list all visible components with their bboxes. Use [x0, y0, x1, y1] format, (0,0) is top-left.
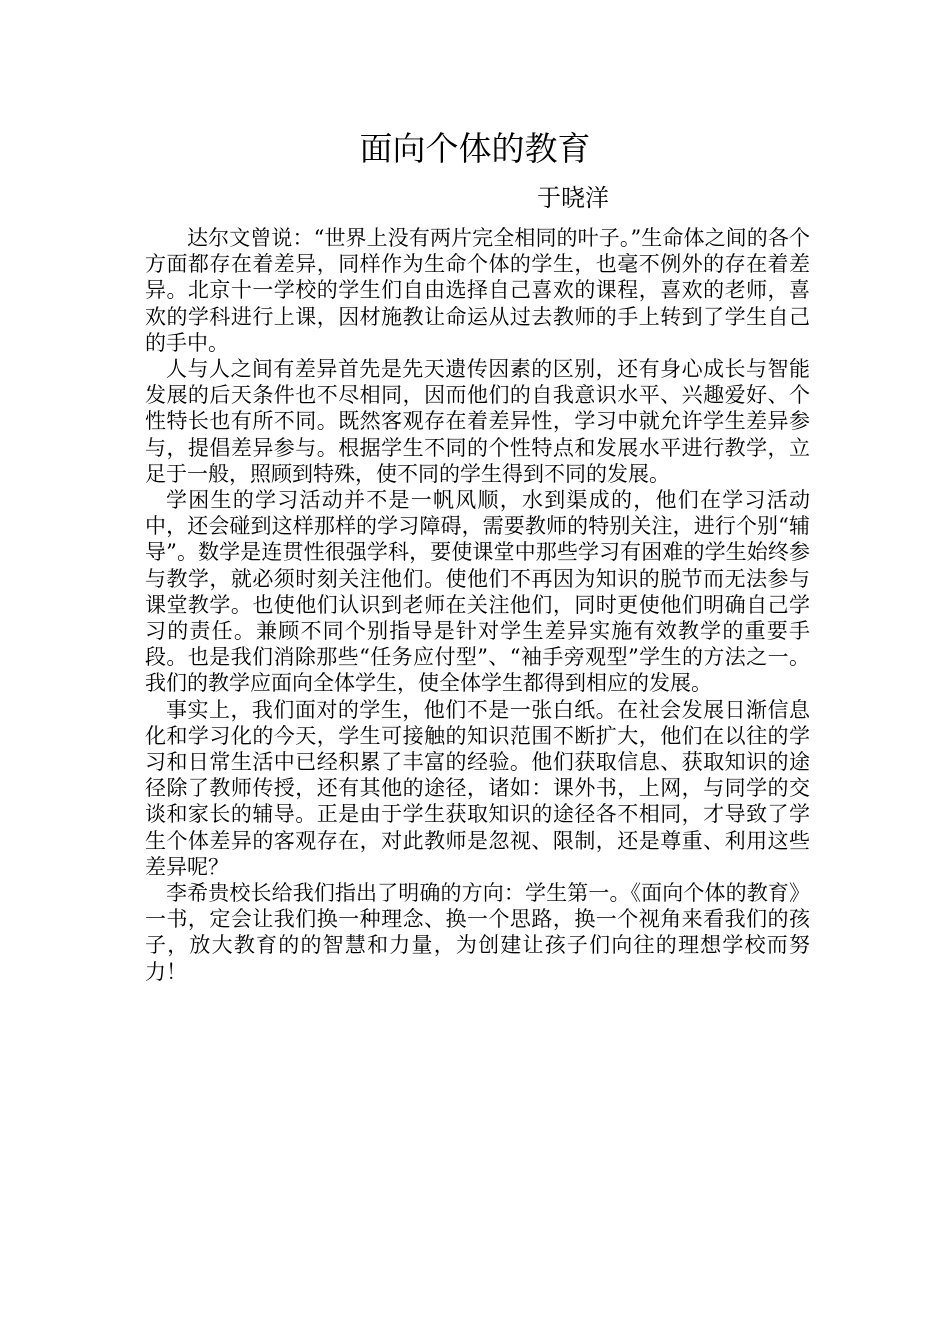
- document-body: [145, 225, 810, 985]
- paragraph-5: 李希贵校长给我们指出了明确的方向：学生第一。《面向个体的教育》一书，定会让我们换一种理念、换一个思路，换一个视角来看我们的孩子，放大教育的的智慧和力量，为创建让孩子们向往的理想学校而努力！: [145, 881, 810, 984]
- document-title: 面向个体的教育: [359, 129, 591, 168]
- paragraph-1: 达尔文曾说：“世界上没有两片完全相同的叶子。”生命体之间的各个方面都存在着差异，同样作为生命个体的学生，也毫不例外的存在着差异。北京十一学校的学生们自由选择自己喜欢的课程，喜欢的老师，喜欢的学科进行上课，因材施教让命运从过去教师的手上转到了学生自己的手中。: [145, 226, 810, 355]
- paragraph-4: 事实上，我们面对的学生，他们不是一张白纸。在社会发展日渐信息化和学习化的今天，学生可接触的知识范围不断扩大，他们在以往的学习和日常生活中已经积累了丰富的经验。他们获取信息、获取知识的途径除了教师传授，还有其他的途径，诸如：课外书，上网，与同学的交谈和家长的辅导。正是由于学生获取知识的途径各不相同，才导致了学生个体差异的客观存在，对此教师是忽视、限制，还是尊重、利用这些差异呢？: [145, 697, 810, 879]
- paragraph-3: 学困生的学习活动并不是一帆风顺，水到渠成的，他们在学习活动中，还会碰到这样那样的学习障碍，需要教师的特别关注，进行个别“辅导”。数学是连贯性很强学科，要使课堂中那些学习有困难的学生始终参与教学，就必须时刻关注他们。使他们不再因为知识的脱节而无法参与课堂教学。也使他们认识到老师在关注他们，同时更使他们明确自己学习的责任。兼顾不同个别指导是针对学生差异实施有效教学的重要手段。也是我们消除那些“任务应付型”、“袖手旁观型”学生的方法之一。我们的教学应面向全体学生，使全体学生都得到相应的发展。: [145, 488, 810, 696]
- document-author: 于晓洋: [537, 184, 609, 212]
- paragraph-2: 人与人之间有差异首先是先天遗传因素的区别，还有身心成长与智能发展的后天条件也不尽相同，因而他们的自我意识水平、兴趣爱好、个性特长也有所不同。既然客观存在着差异性，学习中就允许学生差异参与，提倡差异参与。根据学生不同的个性特点和发展水平进行教学，立足于一般，照顾到特殊，使不同的学生得到不同的发展。: [145, 357, 810, 486]
